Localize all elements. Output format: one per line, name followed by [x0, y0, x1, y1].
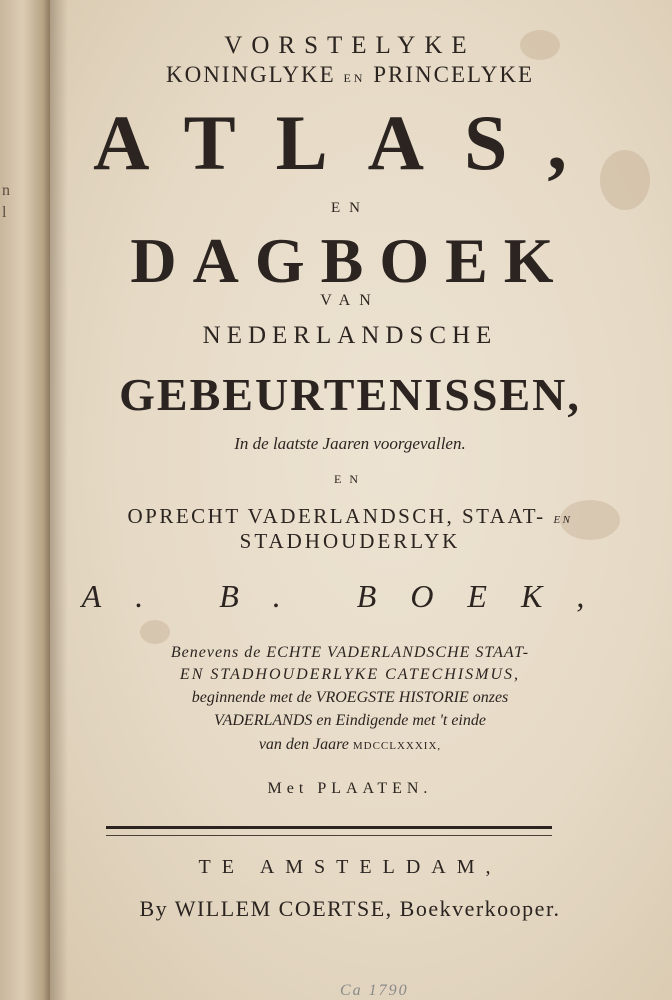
heading-oprecht-line	[50, 504, 650, 529]
main-title-atlas: ATLAS,	[93, 99, 607, 186]
word-en: EN	[343, 71, 366, 85]
heading-koninglyke-line	[50, 62, 650, 88]
phrase-van-den-jaare: van den Jaare	[258, 736, 349, 753]
foxing-stain	[140, 620, 170, 644]
divider-rule-thin	[106, 835, 552, 836]
conjunction-en: EN	[331, 200, 369, 216]
preposition-van: VAN	[320, 292, 380, 309]
conjunction-en-small: EN	[334, 472, 366, 486]
edge-glyph: l	[2, 204, 7, 221]
word-princelyke: PRINCELYKE	[373, 62, 535, 87]
edge-glyph: n	[2, 182, 10, 199]
heading-nederlandsche: NEDERLANDSCHE	[202, 322, 498, 349]
heading-abc-boek: A. B. BOEK,	[81, 578, 619, 614]
subtitle-laatste-jaaren: In de laatste Jaaren voorgevallen.	[234, 434, 466, 453]
heading-gebeurtenissen: GEBEURTENISSEN,	[119, 369, 581, 420]
handwritten-date-note: Ca 1790	[340, 982, 409, 999]
description-line-4: VADERLANDS en Eindigende met 't einde	[214, 712, 486, 729]
imprint-place: TE AMSTELDAM,	[198, 856, 502, 878]
description-line-1: Benevens de ECHTE VADERLANDSCHE STAAT-	[170, 644, 530, 661]
divider-rule-thick	[106, 826, 552, 829]
word-koninglyke: KONINGLYKE	[165, 62, 336, 87]
met-plaaten: Met PLAATEN.	[267, 780, 433, 797]
description-line-5	[50, 736, 650, 754]
heading-stadhouderlyk: STADHOUDERLYK	[239, 529, 461, 553]
main-title-dagboek: DAGBOEK	[130, 225, 570, 296]
description-line-3: beginnende met de VROEGSTE HISTORIE onzes	[191, 689, 509, 706]
description-line-2: EN STADHOUDERLYKE CATECHISMUS,	[179, 666, 521, 683]
adjacent-page-edge	[0, 0, 50, 1000]
heading-vorstelyke: VORSTELYKE	[224, 32, 476, 59]
phrase-oprecht: OPRECHT VADERLANDSCH, STAAT-	[127, 504, 546, 528]
year-roman-numeral: MDCCLXXXIX,	[352, 740, 442, 752]
word-en-small: EN	[553, 514, 573, 526]
imprint-publisher: By WILLEM COERTSE, Boekverkooper.	[139, 896, 561, 921]
